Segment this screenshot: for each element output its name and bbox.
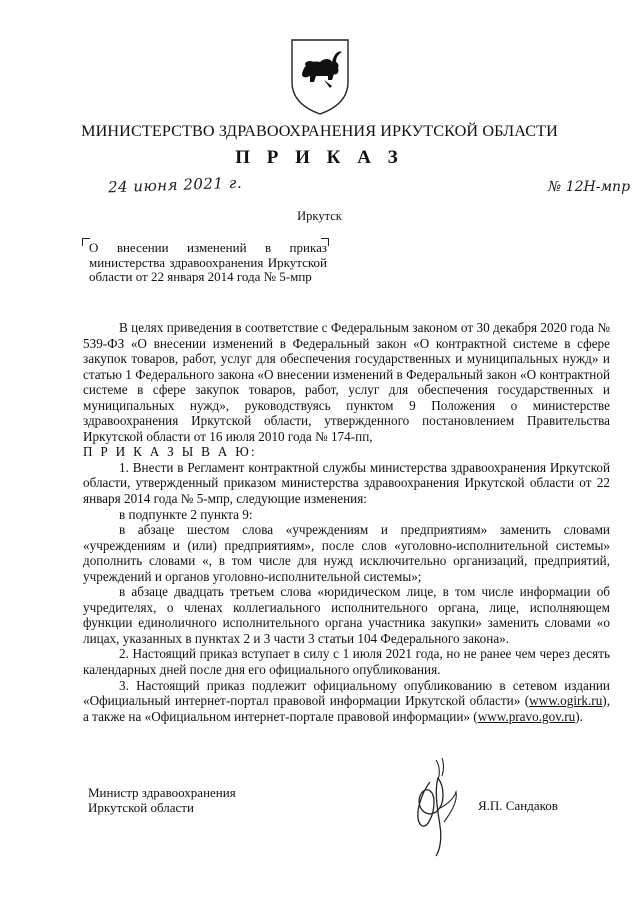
item-3-paragraph [83, 678, 610, 725]
item-1-change-b: в абзаце двадцать третьем слова «юридическом лице, в том числе информации об учредителях, о членах коллегиального исполнительного органа, лице, исполняющем функции единоличного исполнительного органа участника закупки» заменить словами «о лицах, указанных в пунктах 2 и 3 части 3 статьи 104 Федерального закона». [83, 584, 610, 646]
item-1-change-a: в абзаце шестом слова «учреждениям и предприятиям» заменить словами «учреждениям и (или) предприятиям», после слов «уголовно-исполнительной системы» дополнить словами «, в том числе для нужд исключительно организаций, предприятий, учреждений и органов уголовно-исполнительной системы»; [83, 522, 610, 584]
item-2-paragraph: 2. Настоящий приказ вступает в силу с 1 июля 2021 года, но не ранее чем через десять календарных дней после дня его официального опубликования. [83, 646, 610, 678]
handwritten-date: 24 июня 2021 г. [107, 173, 243, 197]
item-1-paragraph: 1. Внести в Регламент контрактной службы министерства здравоохранения Иркутской области, утвержденный приказом министерства здравоохранения Иркутской области от 22 января 2014 года № 5-мпр, следующие изменения: [83, 459, 610, 507]
signer-name: Я.П. Сандаков [478, 798, 558, 813]
pravo-link[interactable]: www.pravo.gov.ru [477, 708, 576, 724]
handwritten-signature-icon [400, 752, 470, 860]
handwritten-order-number: № 12Н-мпр [548, 179, 631, 195]
ogirk-link[interactable]: www.ogirk.ru [529, 693, 603, 709]
item-3-text-mid: ), а также на «Официальном интернет-портале правовой информации» ( [83, 693, 610, 724]
preamble-paragraph: В целях приведения в соответствие с Федеральным законом от 30 декабря 2020 года № 539-ФЗ «О внесении изменений в Федеральный закон «О контрактной системе в сфере закупок товаров, работ, услуг для обеспечения государственных и муниципальных нужд» и статью 1 Федерального закона «О внесении изменений в Федеральный закон «О контрактной системе в сфере закупок товаров, работ, услуг для обеспечения государственных и муниципальных нужд», руководствуясь пунктом 9 Положения о министерстве здравоохранения Иркутской области, утвержденного постановлением Правительства Иркутской области от 16 июля 2010 года № 174-пп, [83, 320, 610, 444]
signer-position [88, 785, 236, 815]
order-body [83, 320, 610, 724]
item-3-text-end: ). [575, 708, 583, 724]
item-3-text-start: 3. Настоящий приказ подлежит официальному опубликованию в сетевом издании «Официальный интернет-портал правовой информации Иркутской области» ( [83, 677, 610, 709]
ministry-name: МИНИСТЕРСТВО ЗДРАВООХРАНЕНИЯ ИРКУТСКОЙ ОБЛАСТИ [81, 122, 558, 140]
item-1-subpoint: в подпункте 2 пункта 9: [119, 506, 253, 522]
coat-of-arms-icon [288, 36, 352, 116]
city-name: Иркутск [297, 209, 342, 223]
signer-position-line1: Министр здравоохранения [88, 785, 236, 800]
signer-position-line2: Иркутской области [88, 800, 194, 815]
document-type-title: П Р И К А З [235, 147, 404, 168]
order-subject: О внесении изменений в приказ министерства здравоохранения Иркутской области от 22 января 2014 года № 5-мпр [89, 240, 327, 284]
order-word: П Р И К А З Ы В А Ю: [83, 444, 258, 460]
